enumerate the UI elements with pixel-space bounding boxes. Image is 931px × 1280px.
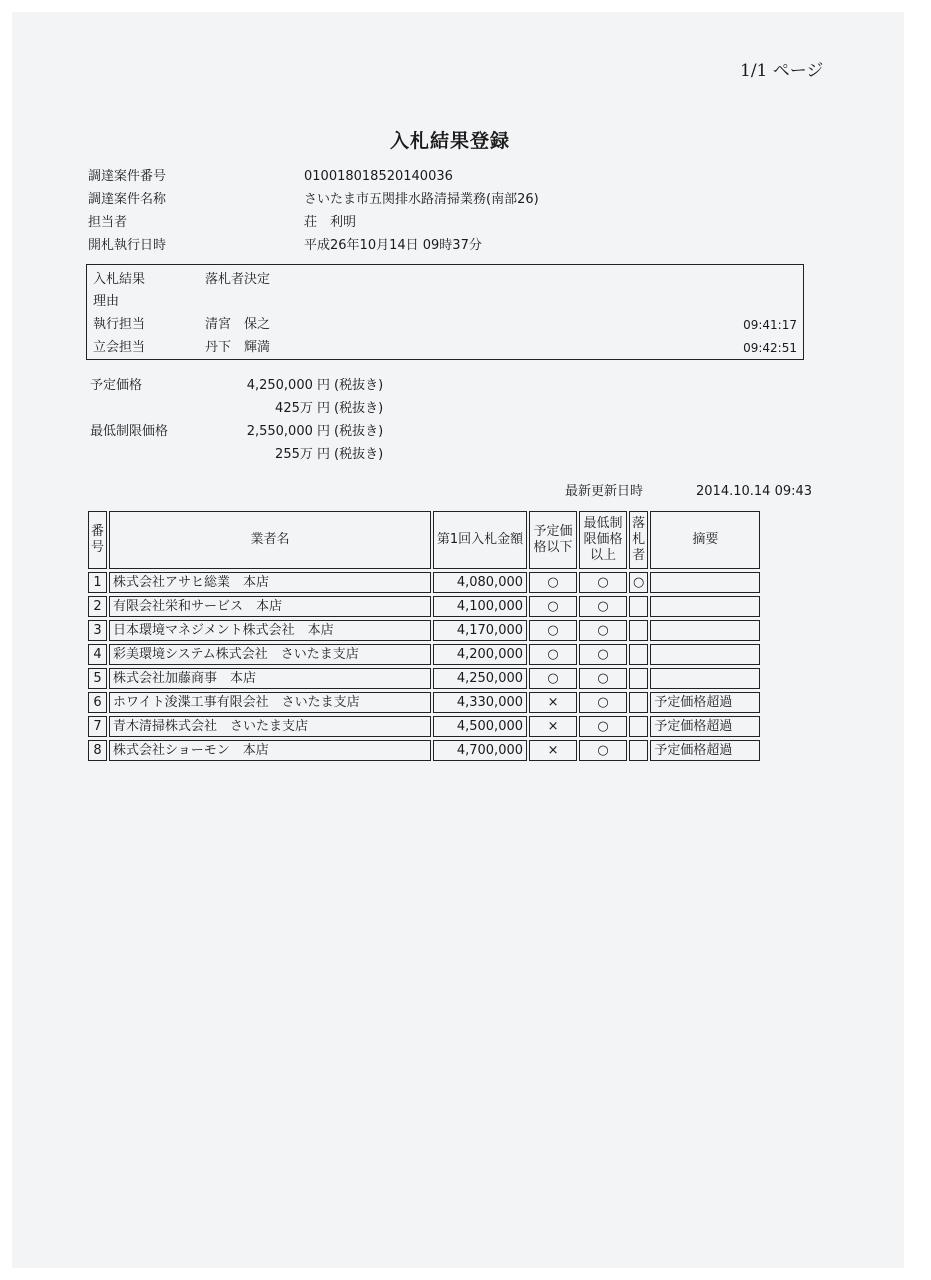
header-remarks: 摘要: [650, 511, 760, 569]
cell-remarks: [650, 668, 760, 689]
price-tax-note: (税抜き): [334, 401, 384, 416]
header-company-name: 業者名: [109, 511, 431, 569]
table-row: [88, 740, 760, 761]
cell-above-minimum: ○: [579, 716, 627, 737]
cell-company-name: 株式会社ショーモン 本店: [109, 740, 431, 761]
cell-no: 5: [88, 668, 107, 689]
planned-price-amount: 4,250,000 円: [246, 378, 330, 393]
cell-remarks: [650, 620, 760, 641]
header-no: 番号: [88, 511, 107, 569]
cell-winner: [629, 740, 648, 761]
header-above-minimum-price: 最低制限価格以上: [579, 511, 627, 569]
cell-no: 3: [88, 620, 107, 641]
cell-company-name: 株式会社加藤商事 本店: [109, 668, 431, 689]
cell-remarks: 予定価格超過: [650, 716, 760, 737]
cell-winner: [629, 644, 648, 665]
result-value: 清宮 保之: [205, 317, 271, 332]
result-label: 執行担当: [93, 317, 146, 332]
cell-winner: ○: [629, 572, 648, 593]
minimum-price-amount: 2,550,000 円: [246, 424, 330, 439]
table-row: [88, 572, 760, 593]
cell-bid-amount: 4,250,000: [433, 668, 527, 689]
result-label: 入札結果: [93, 272, 146, 287]
bid-result-box: [86, 264, 804, 360]
cell-no: 6: [88, 692, 107, 713]
cell-winner: [629, 692, 648, 713]
cell-above-minimum: ○: [579, 740, 627, 761]
cell-no: 2: [88, 596, 107, 617]
cell-company-name: 有限会社栄和サービス 本店: [109, 596, 431, 617]
cell-below-planned: ○: [529, 596, 577, 617]
header-first-bid-amount: 第1回入札金額: [433, 511, 527, 569]
cell-bid-amount: 4,170,000: [433, 620, 527, 641]
result-row-reason: [93, 292, 797, 312]
cell-below-planned: ○: [529, 572, 577, 593]
cell-company-name: 青木清掃株式会社 さいたま支店: [109, 716, 431, 737]
cell-below-planned: ×: [529, 740, 577, 761]
header-below-planned-price: 予定価格以下: [529, 511, 577, 569]
price-tax-note: (税抜き): [334, 447, 384, 462]
cell-below-planned: ○: [529, 644, 577, 665]
cell-below-planned: ○: [529, 668, 577, 689]
price-tax-note: (税抜き): [334, 424, 384, 439]
cell-company-name: 彩美環境システム株式会社 さいたま支店: [109, 644, 431, 665]
document-title: 入札結果登録: [389, 130, 510, 152]
info-value: 平成26年10月14日 09時37分: [304, 238, 482, 253]
cell-above-minimum: ○: [579, 644, 627, 665]
header-winner: 落札者: [629, 511, 648, 569]
cell-company-name: 日本環境マネジメント株式会社 本店: [109, 620, 431, 641]
table-row: [88, 620, 760, 641]
cell-remarks: [650, 644, 760, 665]
cell-below-planned: ○: [529, 620, 577, 641]
info-label: 担当者: [88, 215, 128, 230]
cell-bid-amount: 4,700,000: [433, 740, 527, 761]
cell-bid-amount: 4,100,000: [433, 596, 527, 617]
cell-above-minimum: ○: [579, 668, 627, 689]
cell-remarks: 予定価格超過: [650, 740, 760, 761]
cell-bid-amount: 4,080,000: [433, 572, 527, 593]
cell-bid-amount: 4,500,000: [433, 716, 527, 737]
result-value: 丹下 輝満: [205, 340, 271, 355]
info-label: 調達案件名称: [88, 192, 167, 207]
result-value: 落札者決定: [205, 272, 271, 287]
cell-bid-amount: 4,330,000: [433, 692, 527, 713]
page-number: 1/1 ページ: [740, 61, 824, 81]
cell-above-minimum: ○: [579, 620, 627, 641]
result-row-outcome: [93, 270, 797, 290]
result-row-executor: [93, 315, 797, 335]
last-updated-label: 最新更新日時: [565, 484, 644, 499]
cell-below-planned: ×: [529, 692, 577, 713]
info-value: さいたま市五関排水路清掃業務(南部26): [304, 192, 539, 207]
info-label: 開札執行日時: [88, 238, 167, 253]
cell-above-minimum: ○: [579, 596, 627, 617]
last-updated-value: 2014.10.14 09:43: [696, 484, 813, 499]
cell-no: 1: [88, 572, 107, 593]
cell-company-name: ホワイト浚渫工事有限会社 さいたま支店: [109, 692, 431, 713]
result-row-witness: [93, 338, 797, 358]
info-value: 荘 利明: [304, 215, 357, 230]
cell-no: 4: [88, 644, 107, 665]
info-row-person-in-charge: [88, 213, 357, 233]
cell-company-name: 株式会社アサヒ総業 本店: [109, 572, 431, 593]
cell-remarks: [650, 596, 760, 617]
cell-above-minimum: ○: [579, 572, 627, 593]
minimum-price-man-amount: 255万 円: [275, 447, 330, 462]
info-value: 010018018520140036: [304, 169, 453, 184]
minimum-price-label: 最低制限価格: [90, 424, 169, 439]
cell-above-minimum: ○: [579, 692, 627, 713]
result-time: 09:42:51: [743, 341, 797, 355]
cell-bid-amount: 4,200,000: [433, 644, 527, 665]
info-row-opening-datetime: [88, 236, 482, 256]
cell-winner: [629, 668, 648, 689]
planned-price-label: 予定価格: [90, 378, 143, 393]
cell-below-planned: ×: [529, 716, 577, 737]
table-row: [88, 716, 760, 737]
table-row: [88, 644, 760, 665]
info-row-procurement-name: [88, 190, 539, 210]
info-row-procurement-number: [88, 167, 453, 187]
result-label: 立会担当: [93, 340, 146, 355]
result-time: 09:41:17: [743, 318, 797, 332]
price-tax-note: (税抜き): [334, 378, 384, 393]
table-row: [88, 692, 760, 713]
cell-no: 8: [88, 740, 107, 761]
cell-winner: [629, 596, 648, 617]
planned-price-man-amount: 425万 円: [275, 401, 330, 416]
cell-winner: [629, 716, 648, 737]
result-label: 理由: [93, 294, 120, 309]
info-label: 調達案件番号: [88, 169, 167, 184]
cell-winner: [629, 620, 648, 641]
cell-remarks: [650, 572, 760, 593]
table-row: [88, 668, 760, 689]
cell-remarks: 予定価格超過: [650, 692, 760, 713]
bid-table: [86, 508, 762, 764]
cell-no: 7: [88, 716, 107, 737]
table-row: [88, 596, 760, 617]
table-header-row: [88, 511, 760, 569]
